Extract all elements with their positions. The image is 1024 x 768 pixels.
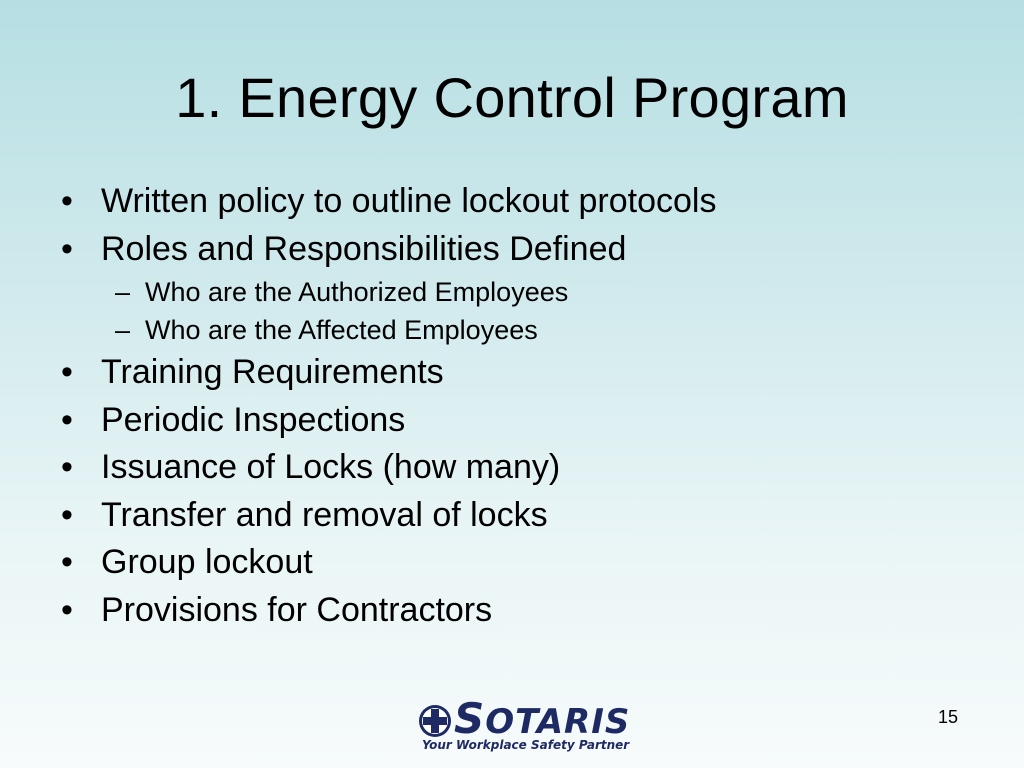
sub-list-item [55,311,995,349]
bullet-text: Written policy to outline lockout protocols [101,182,717,220]
logo-wordmark-rest: OTARIS [485,702,631,742]
sub-list-item [55,273,995,311]
bullet-text: Roles and Responsibilities Defined [101,229,627,268]
list-item [55,397,995,445]
list-item [55,539,995,587]
list-item [55,587,995,635]
slide-title: 1. Energy Control Program [175,66,849,129]
list-item [55,444,995,492]
list-item [55,178,995,226]
bullet-mark: • [61,590,73,629]
logo-wordmark-initial: S [454,694,486,743]
list-item [55,492,995,540]
logo-wordmark [454,694,631,743]
bullet-mark: • [61,495,73,534]
bullet-text: Training Requirements [101,353,444,391]
logo-tagline: Your Workplace Safety Partner [422,738,630,752]
list-item [55,349,995,397]
bullet-mark: • [61,353,73,391]
bullet-mark: • [61,229,73,268]
sub-bullet-text: Who are the Authorized Employees [145,277,569,307]
bullet-mark: • [61,543,73,581]
bullet-text: Transfer and removal of locks [101,495,548,534]
bullet-text: Periodic Inspections [101,400,406,439]
sub-bullet-mark: – [115,277,131,307]
sub-bullet-mark: – [115,315,131,345]
bullet-mark: • [61,448,73,486]
list-item [55,226,995,274]
bullet-mark: • [61,400,73,439]
bullet-text: Issuance of Locks (how many) [101,448,561,486]
bullet-list [55,178,995,634]
page-number: 15 [938,707,959,727]
bullet-text: Group lockout [101,543,313,581]
bullet-text: Provisions for Contractors [101,590,493,629]
bullet-mark: • [61,182,73,220]
sub-bullet-text: Who are the Affected Employees [145,315,538,345]
medical-cross-icon [418,704,452,738]
sotaris-logo [414,694,654,758]
